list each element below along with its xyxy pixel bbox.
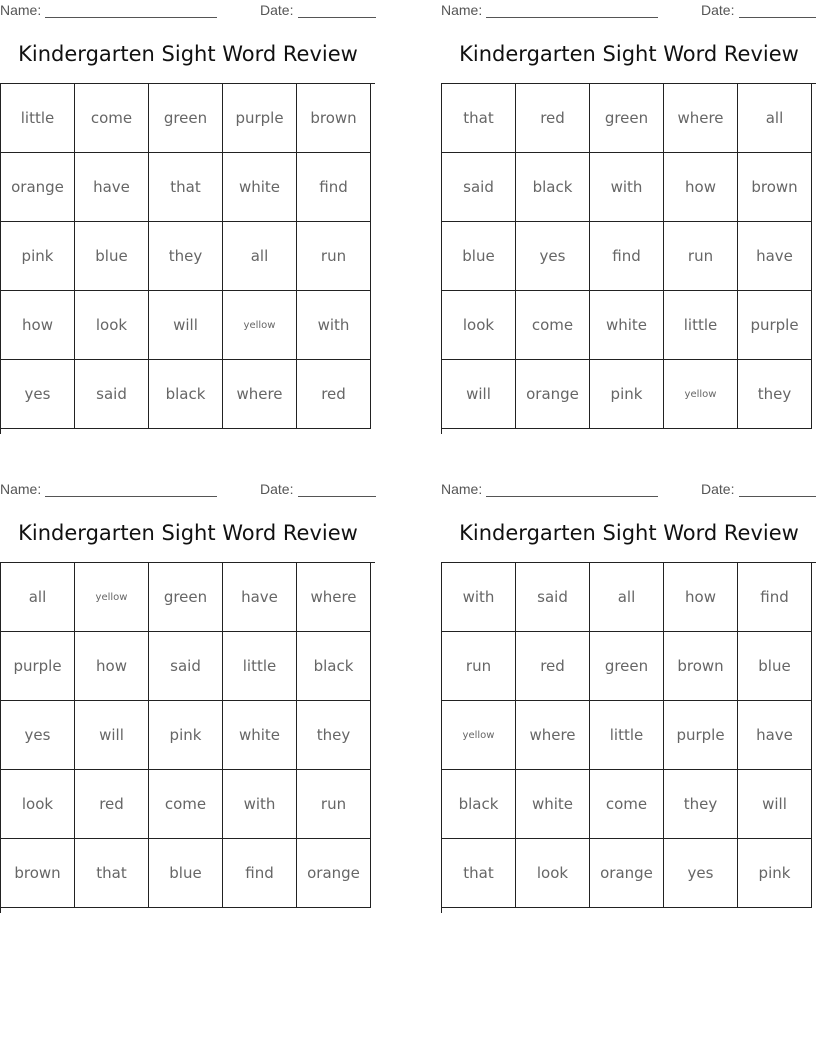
- word-cell: purple: [664, 701, 738, 770]
- word-cell: look: [516, 839, 590, 908]
- word-cell: will: [75, 701, 149, 770]
- name-label: Name:: [441, 2, 483, 18]
- word-cell: blue: [738, 632, 812, 701]
- word-cell: blue: [149, 839, 223, 908]
- word-cell: that: [442, 84, 516, 153]
- word-cell: have: [738, 222, 812, 291]
- word-cell: will: [738, 770, 812, 839]
- word-cell: little: [1, 84, 75, 153]
- word-cell: will: [442, 360, 516, 429]
- bingo-card: [441, 479, 816, 882]
- word-cell: come: [590, 770, 664, 839]
- word-cell: find: [590, 222, 664, 291]
- word-cell: said: [75, 360, 149, 429]
- word-cell: green: [590, 84, 664, 153]
- card-title: Kindergarten Sight Word Review: [18, 521, 358, 545]
- word-cell: look: [1, 770, 75, 839]
- word-cell: white: [223, 701, 297, 770]
- word-cell: come: [516, 291, 590, 360]
- word-cell: red: [516, 632, 590, 701]
- word-cell: pink: [149, 701, 223, 770]
- word-cell: come: [149, 770, 223, 839]
- word-cell: that: [149, 153, 223, 222]
- date-label: Date:: [701, 481, 735, 497]
- date-label: Date:: [260, 481, 294, 497]
- word-grid: [441, 83, 816, 434]
- date-label: Date:: [260, 2, 294, 18]
- word-cell: orange: [1, 153, 75, 222]
- name-blank-line: [45, 496, 217, 497]
- word-cell: have: [223, 563, 297, 632]
- word-cell: where: [664, 84, 738, 153]
- word-cell: said: [149, 632, 223, 701]
- card-title: Kindergarten Sight Word Review: [459, 42, 799, 66]
- word-cell: where: [516, 701, 590, 770]
- word-cell: run: [442, 632, 516, 701]
- name-date-row: [441, 0, 816, 22]
- name-blank-line: [486, 496, 658, 497]
- word-grid: [0, 562, 375, 913]
- word-cell: run: [664, 222, 738, 291]
- word-cell: where: [297, 563, 371, 632]
- word-cell: yes: [1, 701, 75, 770]
- name-date-row: [441, 479, 816, 501]
- word-cell: they: [738, 360, 812, 429]
- word-cell: black: [149, 360, 223, 429]
- word-cell: yes: [664, 839, 738, 908]
- word-cell: green: [149, 563, 223, 632]
- word-cell: with: [223, 770, 297, 839]
- word-cell: look: [442, 291, 516, 360]
- word-cell: yellow: [223, 291, 297, 360]
- name-label: Name:: [0, 481, 42, 497]
- word-cell: purple: [223, 84, 297, 153]
- bingo-card: [0, 0, 376, 403]
- word-cell: find: [297, 153, 371, 222]
- word-cell: they: [664, 770, 738, 839]
- word-grid: [441, 562, 816, 913]
- word-cell: look: [75, 291, 149, 360]
- word-cell: orange: [516, 360, 590, 429]
- name-date-row: [0, 0, 376, 22]
- word-cell: all: [223, 222, 297, 291]
- word-cell: how: [664, 563, 738, 632]
- word-cell: run: [297, 222, 371, 291]
- word-cell: little: [590, 701, 664, 770]
- word-cell: they: [297, 701, 371, 770]
- word-cell: pink: [1, 222, 75, 291]
- word-cell: black: [442, 770, 516, 839]
- word-cell: purple: [1, 632, 75, 701]
- word-cell: little: [223, 632, 297, 701]
- word-cell: they: [149, 222, 223, 291]
- word-grid: [0, 83, 375, 434]
- word-cell: have: [738, 701, 812, 770]
- word-cell: how: [664, 153, 738, 222]
- word-cell: brown: [297, 84, 371, 153]
- word-cell: white: [516, 770, 590, 839]
- bingo-card: [0, 479, 376, 882]
- date-label: Date:: [701, 2, 735, 18]
- word-cell: yes: [516, 222, 590, 291]
- word-cell: red: [516, 84, 590, 153]
- word-cell: white: [223, 153, 297, 222]
- word-cell: said: [516, 563, 590, 632]
- word-cell: black: [516, 153, 590, 222]
- word-cell: how: [75, 632, 149, 701]
- word-cell: with: [297, 291, 371, 360]
- name-label: Name:: [441, 481, 483, 497]
- word-cell: that: [442, 839, 516, 908]
- word-cell: red: [297, 360, 371, 429]
- name-blank-line: [486, 17, 658, 18]
- date-blank-line: [739, 496, 816, 497]
- word-cell: yellow: [442, 701, 516, 770]
- word-cell: with: [442, 563, 516, 632]
- word-cell: white: [590, 291, 664, 360]
- date-blank-line: [298, 496, 376, 497]
- word-cell: blue: [442, 222, 516, 291]
- word-cell: pink: [738, 839, 812, 908]
- word-cell: little: [664, 291, 738, 360]
- word-cell: yellow: [75, 563, 149, 632]
- word-cell: red: [75, 770, 149, 839]
- word-cell: said: [442, 153, 516, 222]
- word-cell: green: [149, 84, 223, 153]
- word-cell: black: [297, 632, 371, 701]
- word-cell: blue: [75, 222, 149, 291]
- word-cell: will: [149, 291, 223, 360]
- name-label: Name:: [0, 2, 42, 18]
- word-cell: green: [590, 632, 664, 701]
- name-blank-line: [45, 17, 217, 18]
- word-cell: find: [223, 839, 297, 908]
- word-cell: find: [738, 563, 812, 632]
- name-date-row: [0, 479, 376, 501]
- word-cell: orange: [297, 839, 371, 908]
- word-cell: all: [738, 84, 812, 153]
- word-cell: orange: [590, 839, 664, 908]
- word-cell: brown: [738, 153, 812, 222]
- word-cell: all: [1, 563, 75, 632]
- word-cell: run: [297, 770, 371, 839]
- word-cell: with: [590, 153, 664, 222]
- word-cell: brown: [664, 632, 738, 701]
- bingo-card: [441, 0, 816, 403]
- word-cell: have: [75, 153, 149, 222]
- word-cell: all: [590, 563, 664, 632]
- card-title: Kindergarten Sight Word Review: [459, 521, 799, 545]
- word-cell: yes: [1, 360, 75, 429]
- word-cell: how: [1, 291, 75, 360]
- date-blank-line: [739, 17, 816, 18]
- word-cell: purple: [738, 291, 812, 360]
- word-cell: come: [75, 84, 149, 153]
- word-cell: that: [75, 839, 149, 908]
- word-cell: where: [223, 360, 297, 429]
- word-cell: brown: [1, 839, 75, 908]
- date-blank-line: [298, 17, 376, 18]
- word-cell: yellow: [664, 360, 738, 429]
- card-title: Kindergarten Sight Word Review: [18, 42, 358, 66]
- word-cell: pink: [590, 360, 664, 429]
